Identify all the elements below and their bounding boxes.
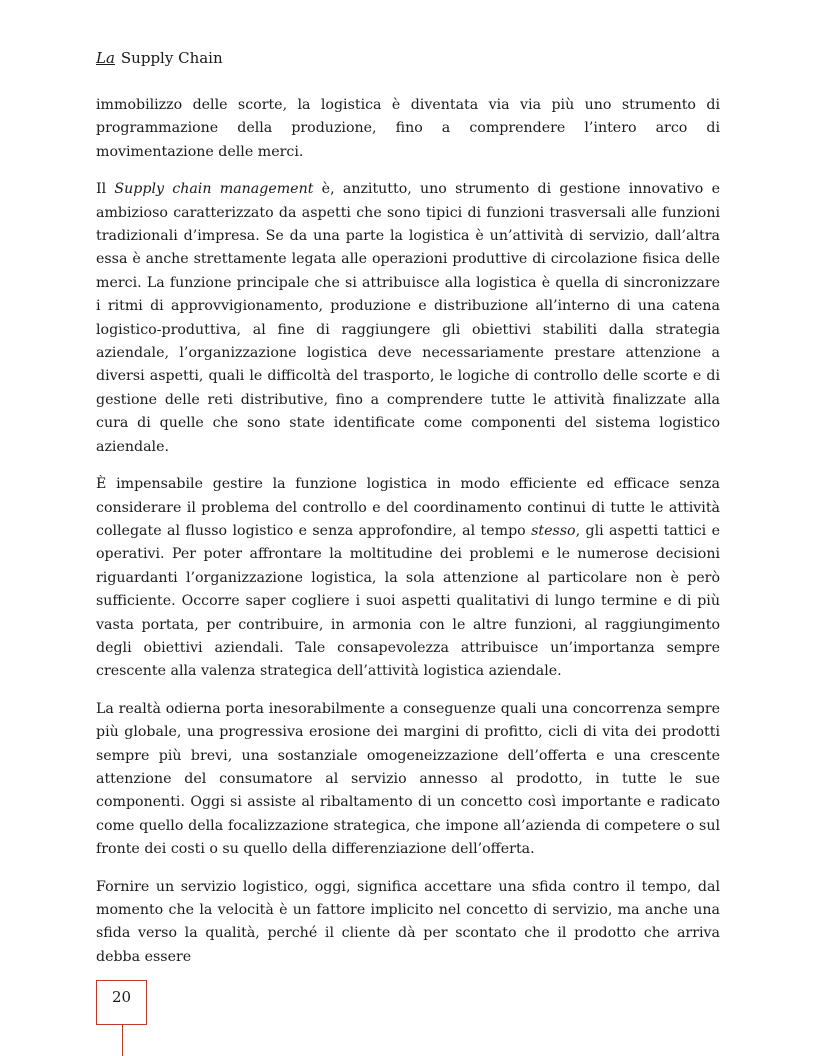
paragraph-3: È impensabile gestire la funzione logistica in modo efficiente ed efficace senza considerare il problema del controllo e del coordinamento continui di tutte le attività collegate al flusso logistico e senza approfondire, al tempo stesso, gli aspetti tattici e operativi. Per poter affrontare la moltitudine dei problemi e le numerose decisioni riguardanti l’organizzazione logistica, la sola attenzione al particolare non è però sufficiente. Occorre saper cogliere i suoi aspetti qualitativi di lungo termine e di più vasta portata, per contribuire, in armonia con le altre funzioni, al raggiungimento degli obiettivi aziendali. Tale consapevolezza attribuisce un’importanza sempre crescente alla valenza strategica dell’attività logistica aziendale. [96,476,720,680]
running-header [96,48,223,68]
paragraph-2: Il Supply chain management è, anzitutto, uno strumento di gestione innovativo e ambizioso caratterizzato da aspetti che sono tipici di funzioni trasversali alle funzioni tradizionali d’impresa. Se da una parte la logistica è un’attività di servizio, dall’altra essa è anche strettamente legata alle operazioni produttive di circolazione fisica delle merci. La funzione principale che si attribuisce alla logistica è quella di sincronizzare i ritmi di approvvigionamento, produzione e distribuzione all’interno di una catena logistico-produttiva, al fine di raggiungere gli obiettivi stabiliti dalla strategia aziendale, l’organizzazione logistica deve necessariamente prestare attenzione a diversi aspetti, quali le difficoltà del trasporto, le logiche di controllo delle scorte e di gestione delle reti distributive, fino a comprendere tutte le attività finalizzate alla cura di quelle che sono state identificate come componenti del sistema logistico aziendale. [96,181,721,455]
emphasis-stesso: stesso [531,522,576,539]
page-number-box [96,980,147,1025]
page-number-line [122,1025,123,1056]
page-number: 20 [111,988,132,1006]
paragraph-5: Fornire un servizio logistico, oggi, significa accettare una sfida contro il tempo, dal momento che la velocità è un fattore implicito nel concetto di servizio, ma anche una sfida verso la qualità, perché il cliente dà per scontato che il prodotto che arriva debba essere [96,878,720,965]
paragraph-4: La realtà odierna porta inesorabilmente a conseguenze quali una concorrenza sempre più globale, una progressiva erosione dei margini di profitto, cicli di vita dei prodotti sempre più brevi, una sostanziale omogeneizzazione dell’offerta e una crescente attenzione del consumatore al servizio annesso al prodotto, in tutte le sue componenti. Oggi si assiste al ribaltamento di un concetto così importante e radicato come quello della focalizzazione strategica, che impone all’azienda di competere o sul fronte dei costi o su quello della differenziazione dell’offerta. [96,700,720,858]
header-prefix: La [96,49,115,67]
paragraph-1: immobilizzo delle scorte, la logistica è diventata via via più uno strumento di programmazione della produzione, fino a comprendere l’intero arco di movimentazione delle merci. [96,97,720,160]
header-title: Supply Chain [120,49,223,67]
body-text [96,94,720,983]
emphasis-supply-chain-management: Supply chain management [114,181,314,198]
